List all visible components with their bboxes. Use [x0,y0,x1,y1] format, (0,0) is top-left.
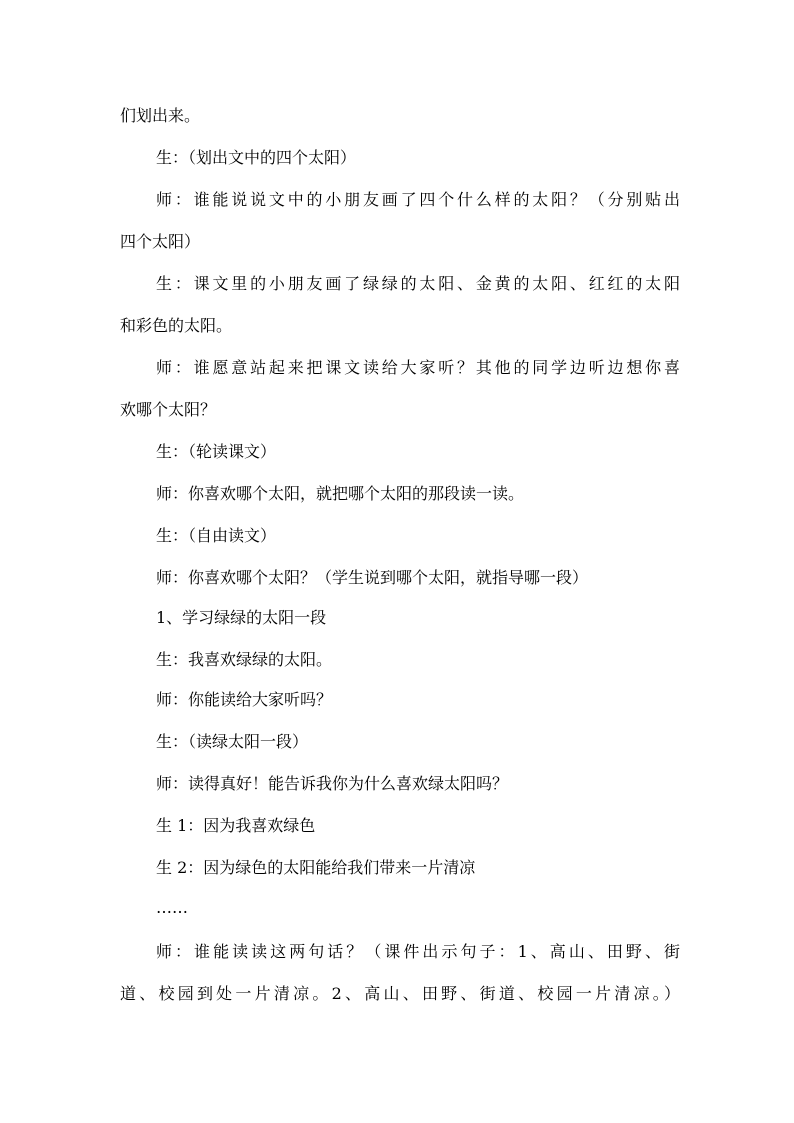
text-line: 生：课文里的小朋友画了绿绿的太阳、金黄的太阳、红红的太阳 [156,274,680,293]
text-line: 师：谁能读读这两句话？（课件出示句子：1、高山、田野、街 [156,942,680,961]
text-line: 生：（自由读文） [156,526,277,545]
text-line: 欢哪个太阳？ [120,400,217,419]
text-line: 生：（轮读课文） [156,442,277,461]
text-line: 师：你喜欢哪个太阳，就把哪个太阳的那段读一读。 [156,484,525,503]
text-line: 师：谁愿意站起来把课文读给大家听？其他的同学边听边想你喜 [156,358,680,377]
ellipsis: …… [156,898,188,917]
text-line: 和彩色的太阳。 [120,316,233,335]
text-line: 师：你喜欢哪个太阳？（学生说到哪个太阳，就指导哪一段） [156,568,589,587]
text-line: 们划出来。 [120,106,201,125]
text-line: 生 2：因为绿色的太阳能给我们带来一片清凉 [156,858,476,877]
section-heading: 1、学习绿绿的太阳一段 [156,608,327,627]
text-line: 生：（划出文中的四个太阳） [156,148,357,167]
text-line: 生：（读绿太阳一段） [156,732,309,751]
text-line: 生 1：因为我喜欢绿色 [156,816,316,835]
text-line: 师：谁能说说文中的小朋友画了四个什么样的太阳？（分别贴出 [156,190,680,209]
text-line: 师：读得真好！能告诉我你为什么喜欢绿太阳吗？ [156,774,509,793]
text-line: 生：我喜欢绿绿的太阳。 [156,650,333,669]
text-line: 四个太阳） [120,232,201,251]
text-line: 道、校园到处一片清凉。2、高山、田野、街道、校园一片清凉。） [120,984,680,1003]
text-line: 师：你能读给大家听吗？ [156,690,333,709]
